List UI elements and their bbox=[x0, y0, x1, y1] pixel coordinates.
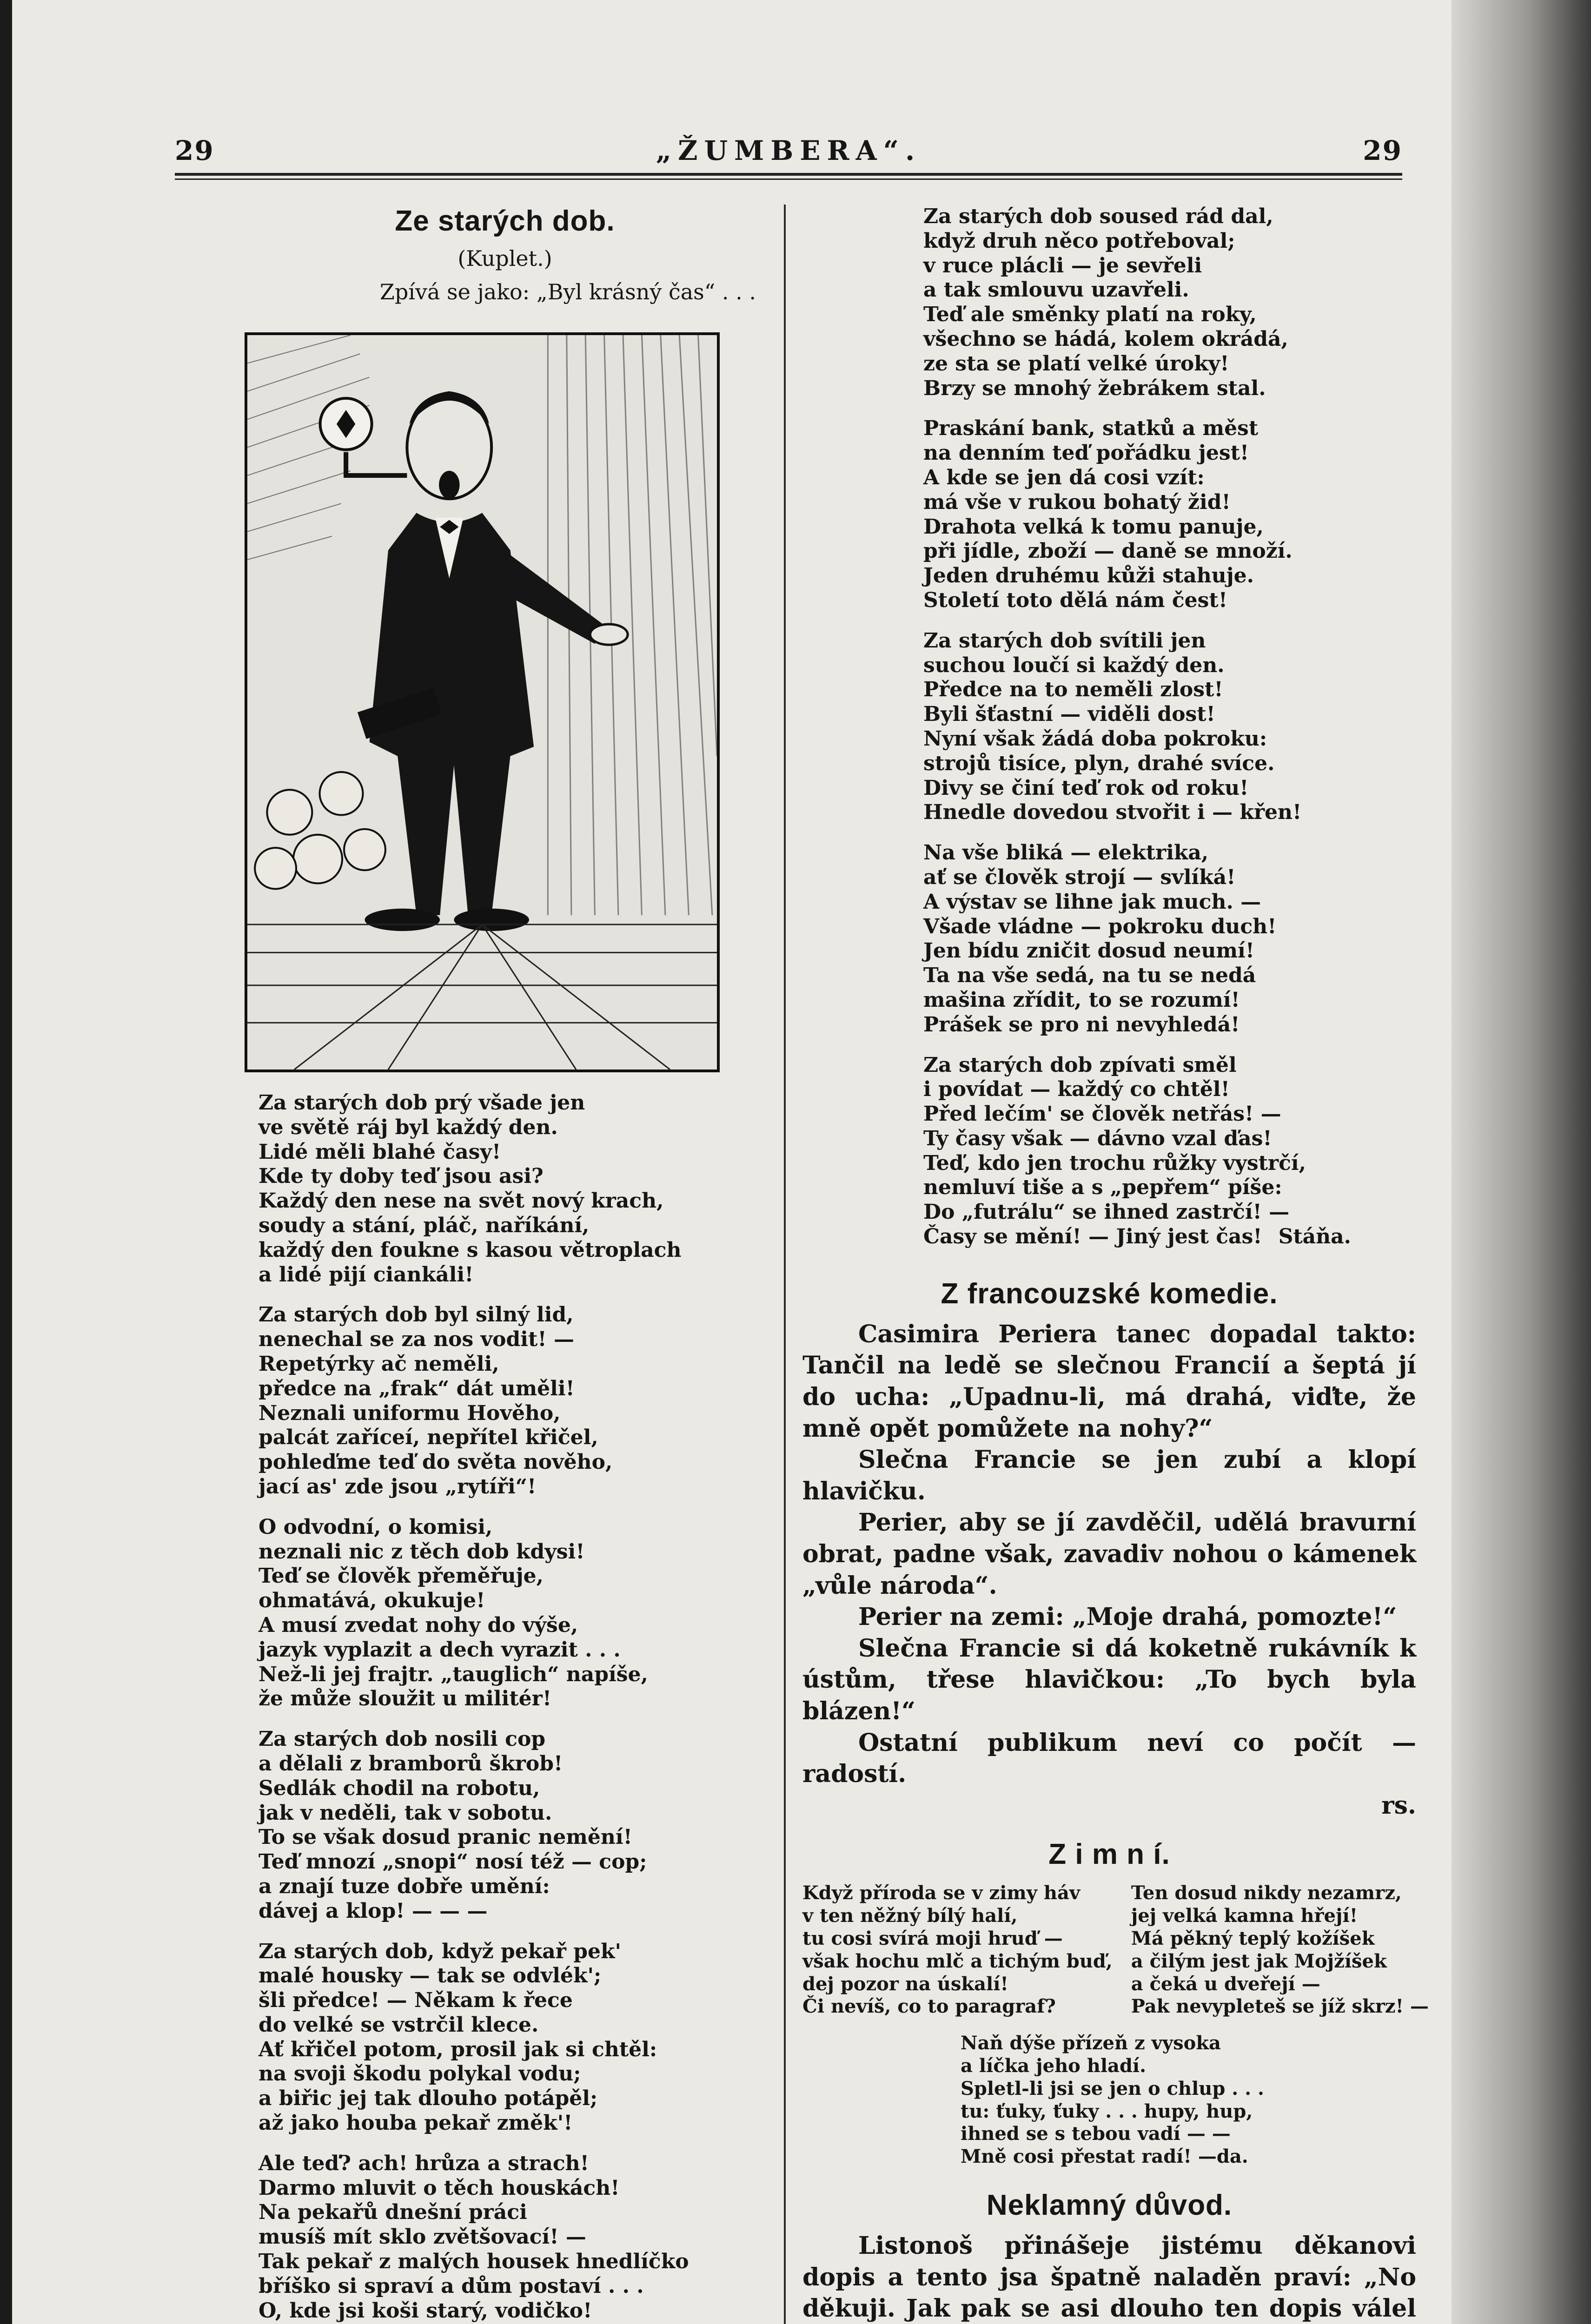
winter-verse-right: Ten dosud nikdy nezamrz, jej velká kamna hřejí! Má pěkný teplý kožíšek a čilým jest jak Mojžíšek a čeká u dveřejí — Pak nevypleteš se jíž skrz! — bbox=[1131, 1882, 1429, 2018]
singer-engraving bbox=[247, 335, 717, 1070]
illustration-singer bbox=[245, 332, 720, 1072]
page-header bbox=[175, 135, 1402, 167]
header-rule bbox=[175, 173, 1402, 176]
poem-stanza-11: Za starých dob zpívati směl i povídat — každý co chtěl! Před lečím' se člověk netřás! — Ty časy však — dávno vzal ďas! Teď, kdo jen trochu růžky vystrčí, nemluví tiše a s „pepřem“ píše: Do „futrálu“ se ihned zastrčí! — Časy se mění! — Jiný jest čas! Stáňa. bbox=[923, 1053, 1351, 1249]
comedy-signature: rs. bbox=[1381, 1791, 1416, 1820]
poem-subtitle: (Kuplet.) bbox=[457, 246, 552, 271]
poem-stanza-3: O odvodní, o komisi, neznali nic z těch dob kdysi! Teď se člověk přeměřuje, ohmatává, okukuje! A musí zvedat nohy do výše, jazyk vyplazit a dech vyrazit . . . Než-li jej frajtr. „tauglich“ napíše, že může sloužit u militér! bbox=[259, 1515, 648, 1711]
poem-title: Ze starých dob. bbox=[395, 205, 615, 237]
scan-edge-left bbox=[0, 0, 12, 2324]
comedy-text: Casimira Periera tanec dopadal takto: Tančil na ledě se slečnou Francií a šeptá jí do ucha: „Upadnu-li, má drahá, viďte, že mně opět pomůžete na nohy?“ Slečna Francie se jen zubí a klopí hlavičku. Perier, aby se jí zavděčil, udělá bravurní obrat, padne však, zavadiv nohou o kámenek „vůle národa“. Perier na zemi: „Moje drahá, pomozte!“ Slečna Francie si dá koketně rukávník k ústům, třese hlavičkou: „To bych byla blázen!“ Ostatní publikum neví co počít — radostí. rs. bbox=[802, 1319, 1416, 1822]
masthead-title: „ŽUMBERA“. bbox=[656, 135, 921, 166]
poem-stanza-5: Za starých dob, když pekař pek' malé housky — tak se odvlék'; šli předce! — Někam k řece do velké se vstrčil klece. Ať křičel potom, prosil jak si chtěl: na svoji škodu polykal vodu; a biřic jej tak dlouho potápěl; až jako houba pekař změk'! bbox=[259, 1939, 657, 2135]
reason-title: Neklamný důvod. bbox=[986, 2189, 1233, 2221]
poem-stanza-10: Na vše bliká — elektrika, ať se člověk strojí — svlíká! A výstav se lihne jak much. — Všade vládne — pokroku duch! Jen bídu zničit dosud neumí! Ta na vše sedá, na tu se nedá mašina zřídit, to se rozumí! Prášek se pro ni nevyhledá! bbox=[923, 841, 1277, 1037]
poem-stanza-7: Za starých dob soused rád dal, když druh něco potřeboval; v ruce plácli — je sevřeli a tak smlouvu uzavřeli. Teď ale směnky platí na roky, všechno se hádá, kolem okrádá, ze sta se platí velké úroky! Brzy se mnohý žebrákem stal. bbox=[923, 205, 1288, 400]
column-divider bbox=[784, 205, 786, 2324]
page-number-left: 29 bbox=[175, 135, 214, 166]
poem-stanza-9: Za starých dob svítili jen suchou loučí si každý den. Předce na to neměli zlost! Byli šťastní — viděli dost! Nyní však žádá doba pokroku: strojů tisíce, plyn, drahé svíce. Divy se činí teď rok od roku! Hnedle dovedou stvořit i — křen! bbox=[923, 628, 1302, 825]
poem-tune: Zpívá se jako: „Byl krásný čas“ . . . bbox=[379, 279, 756, 304]
poem-stanza-8: Praskání bank, statků a měst na denním teď pořádku jest! A kde se jen dá cosi vzít: má vše v rukou bohatý žid! Drahota velká k tomu panuje, při jídle, zboží — daně se množí. Jeden druhému kůži stahuje. Století toto dělá nám čest! bbox=[923, 416, 1293, 612]
comedy-title: Z francouzské komedie. bbox=[941, 1277, 1278, 1310]
winter-title: Z i m n í. bbox=[1048, 1838, 1170, 1871]
winter-verse-left: Když příroda se v zimy háv v ten něžný bílý halí, tu cosi svírá moji hruď — však hochu mlč a tichým buď, dej pozor na úskalí! Či nevíš, co to paragraf? bbox=[802, 1882, 1113, 2018]
left-column bbox=[245, 205, 765, 2324]
poem-stanza-2: Za starých dob byl silný lid, nenechal se za nos vodit! — Repetýrky ač neměli, předce na „frak“ dát uměli! Neznali uniformu Hověho, palcát zaříceí, nepřítel křičel, pohleďme teď do světa nověho, jací as' zde jsou „rytíři“! bbox=[259, 1303, 613, 1499]
winter-verse-center: Naň dýše přízeň z vysoka a líčka jeho hladí. Spletl-li jsi se jen o chlup . . . tu: ťuky, ťuky . . . hupy, hup, ihned se s tebou vadí — — Mně cosi přestat radí! —da. bbox=[961, 2032, 1264, 2168]
poem-stanza-6: Ale teď? ach! hrůza a strach! Darmo mluvit o těch houskách! Na pekařů dnešní práci musíš mít sklo zvětšovací! — Tak pekař z malých housek hnedlíčko bříško si spraví a dům postaví . . . O, kde jsi koši starý, vodičko! bbox=[259, 2151, 689, 2323]
header-rule-thin bbox=[175, 178, 1402, 180]
poem-stanza-4: Za starých dob nosili cop a dělali z bramborů škrob! Sedlák chodil na robotu, jak v neděli, tak v sobotu. To se však dosud pranic nemění! Teď mnozí „snopi“ nosí též — cop; a znají tuze dobře umění: dávej a klop! — — — bbox=[259, 1727, 647, 1923]
reason-text: Listonoš přinášeje jistému děkanovi dopis a tento jsa špatně naladěn praví: „No děkuji. Jak pak se asi dlouho ten dopis válel bbox=[802, 2231, 1416, 2323]
winter-verses bbox=[802, 1882, 1429, 2018]
right-column bbox=[802, 205, 1429, 2324]
poem-signature: Stáňa. bbox=[1278, 1225, 1351, 1249]
poem-stanza-1: Za starých dob prý všade jen ve světě ráj byl každý den. Lidé měli blahé časy! Kde ty doby teď jsou asi? Každý den nese na svět nový krach, soudy a stání, pláč, naříkání, každý den foukne s kasou větroplach a lidé pijí ciankáli! bbox=[259, 1091, 682, 1287]
scan-edge-right bbox=[1452, 0, 1591, 2324]
newspaper-page bbox=[12, 0, 1452, 2324]
page-number-right: 29 bbox=[1363, 135, 1402, 166]
